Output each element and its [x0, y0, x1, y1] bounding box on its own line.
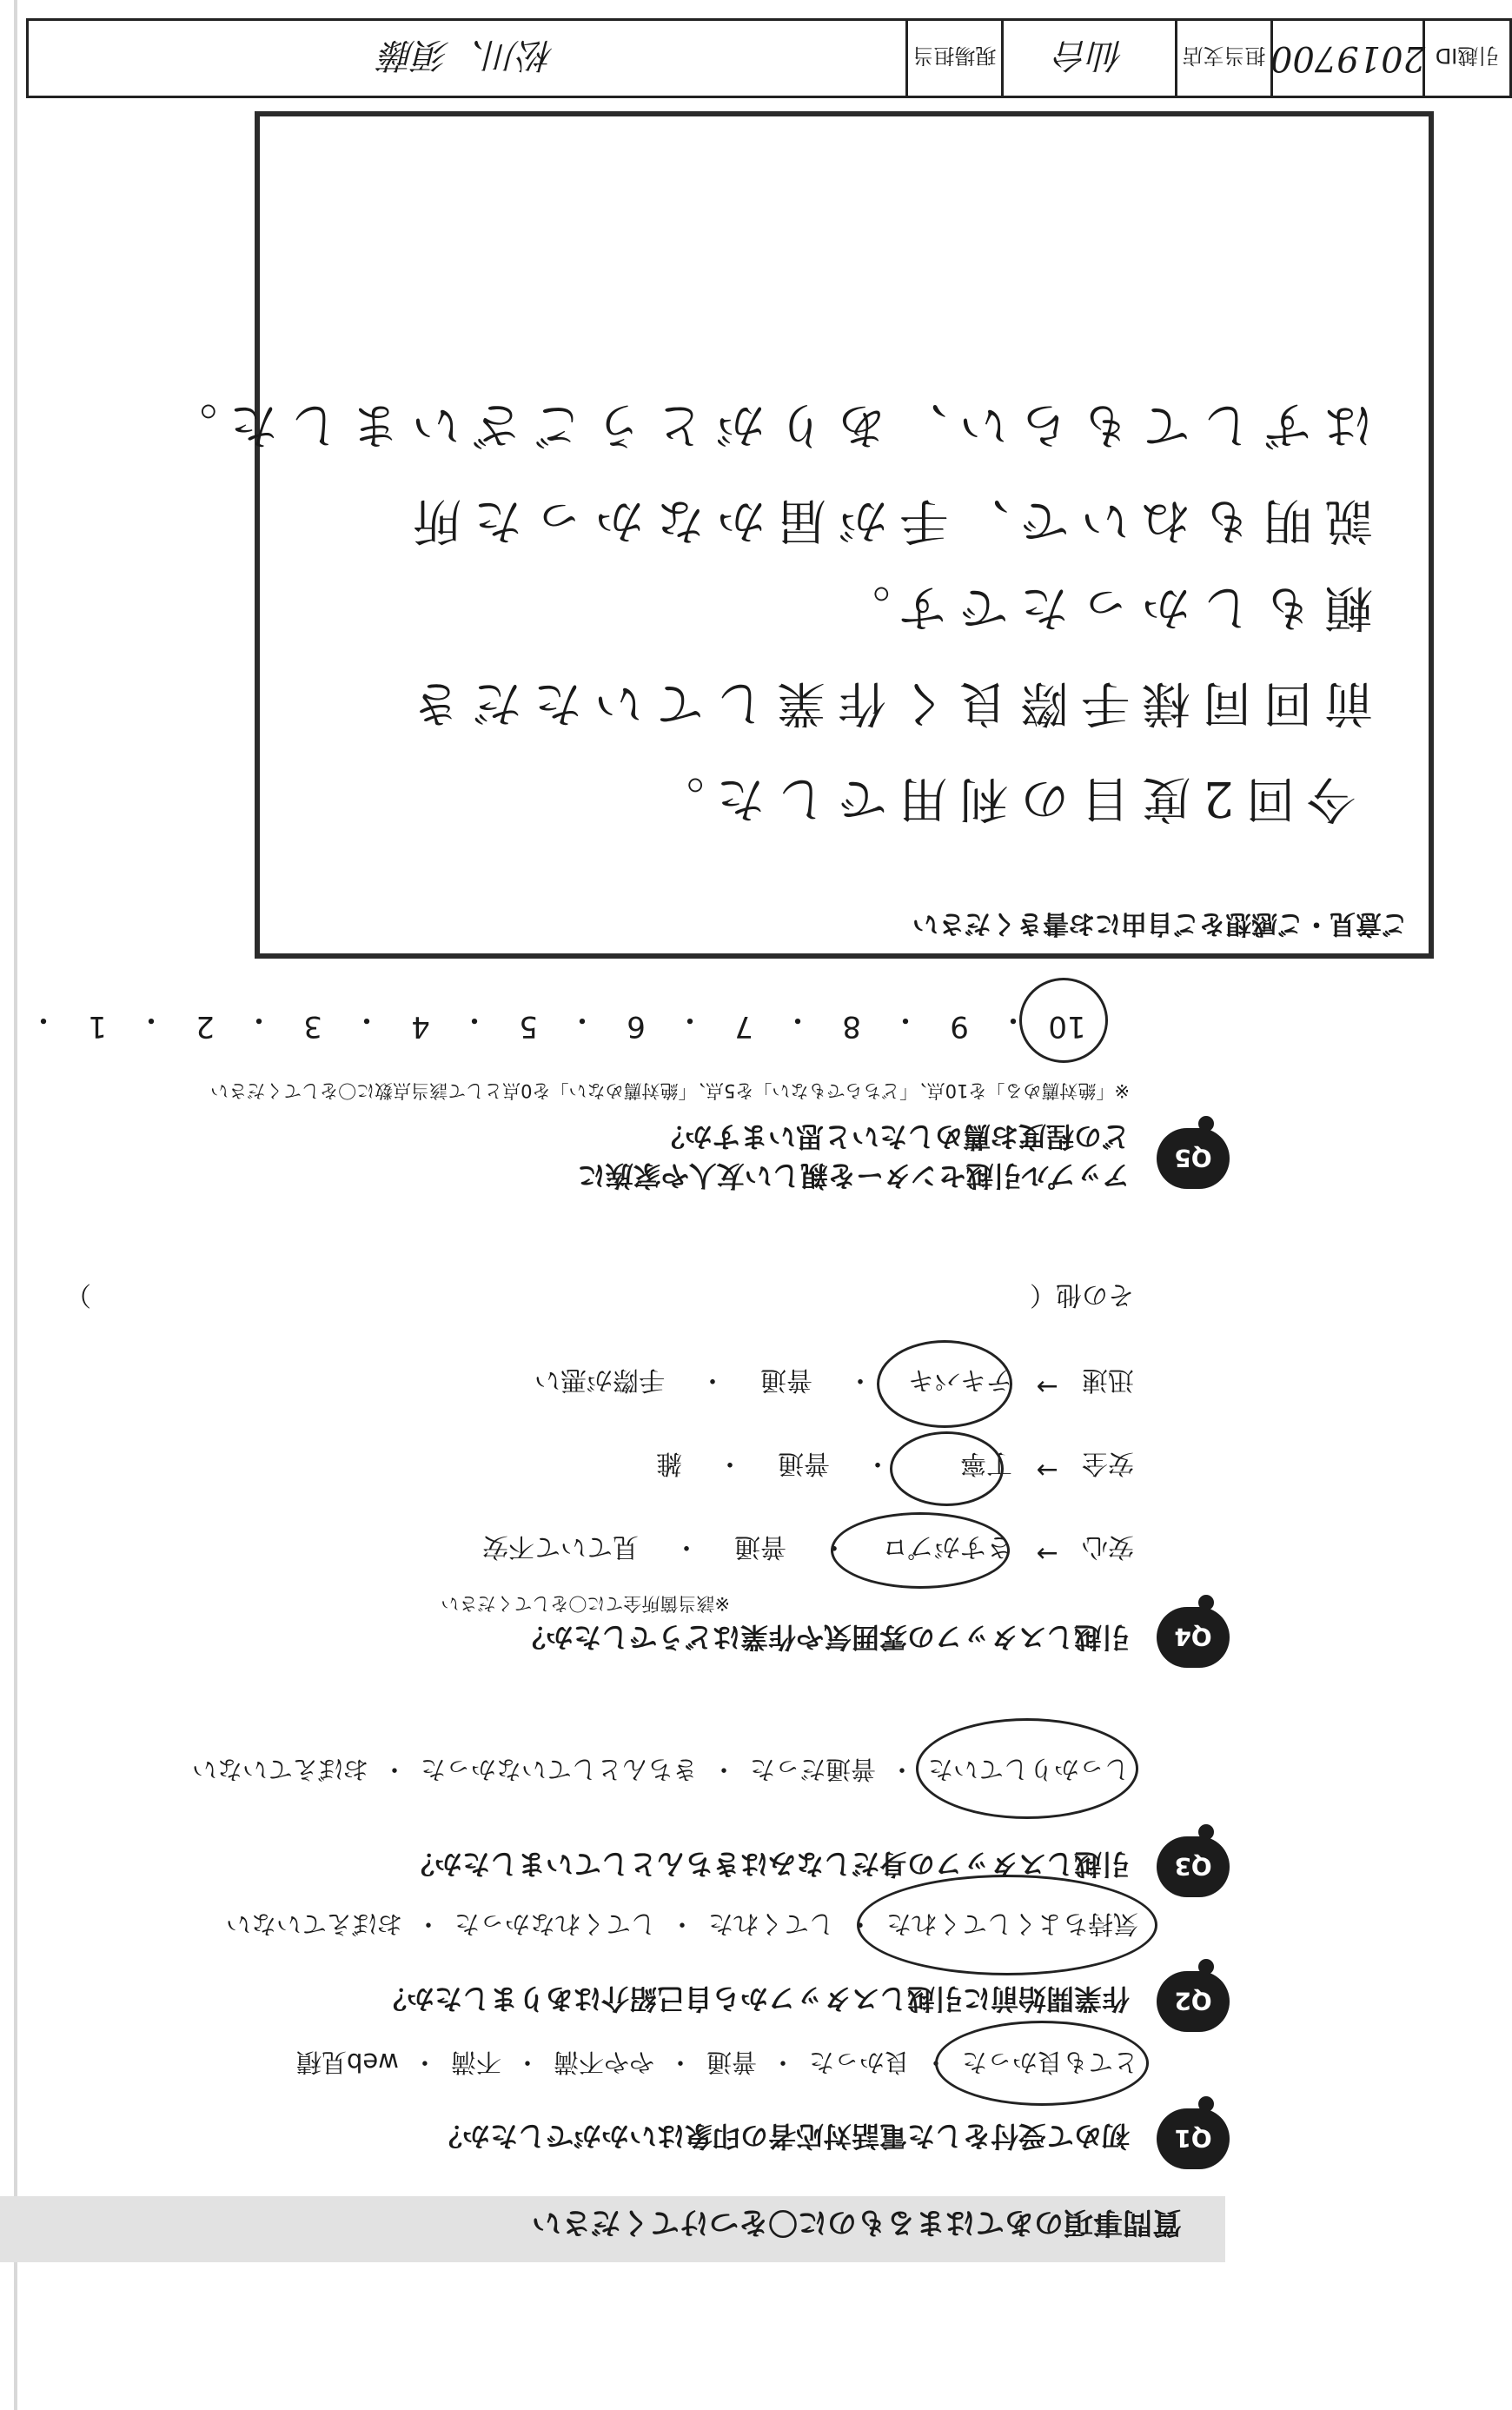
q5-score[interactable]	[0, 1001, 17, 1044]
q4-option[interactable]: 普通	[760, 1364, 812, 1395]
q3-option[interactable]: しっかりしていた	[927, 1755, 1130, 1784]
q4-anzen-selection-circle	[890, 1431, 1004, 1506]
q4-option[interactable]: 雑	[656, 1448, 682, 1478]
q5-score[interactable]: 8	[842, 1009, 861, 1044]
q1-question: 初めて受付をした電話対応者の印象はいかがでしたか？	[434, 2120, 1130, 2153]
staff-value: 松川、須藤	[380, 35, 554, 76]
q2-option[interactable]: してくれた	[707, 1909, 834, 1939]
comment-handwriting-line: 頼もしかったです。	[829, 579, 1373, 635]
q4-other	[65, 1278, 1134, 1317]
q3-question: 引越しスタッフの身だしなみはきちんとしていましたか？	[406, 1848, 1130, 1881]
q4-option[interactable]: テキパキ	[908, 1364, 1012, 1395]
q5-badge: Q5	[1157, 1128, 1230, 1189]
q3-option[interactable]: きちんとしていなかった	[420, 1755, 698, 1784]
arrow-right-icon: →	[1036, 1371, 1058, 1402]
q2-option[interactable]: 気持ちよくしてくれた	[885, 1909, 1138, 1939]
q4-row-label: 安心	[1082, 1531, 1134, 1562]
comment-handwriting-line: 説明もねいで、手が届かなかった所	[401, 492, 1373, 548]
move-id-value: 2019700	[1270, 21, 1422, 96]
q2-selection-circle	[857, 1875, 1157, 1975]
branch-label: 担当支店	[1175, 21, 1270, 96]
q4-option[interactable]: さすがプロ	[882, 1531, 1012, 1562]
q1-selection-circle	[935, 2021, 1149, 2106]
move-id-label: 引越ID	[1422, 21, 1509, 96]
q1-option[interactable]: 普通	[706, 2048, 757, 2077]
q4-row-anshin: 安心 → さすがプロ ・ 普通 ・ 見ていて不安	[482, 1531, 1134, 1569]
q5-scale: 10 ・ 9 ・ 8 ・ 7 ・ 6 ・ 5 ・ 4 ・ 3 ・ 2 ・ 1 ・	[0, 1001, 1095, 1044]
q4-question: 引越しスタッフの雰囲気や作業はどうでしたか？	[517, 1621, 1130, 1654]
q5-score[interactable]: 1	[88, 1009, 107, 1044]
q4-note: ※該当箇所全てに〇をしてください	[441, 1593, 730, 1614]
q1-badge: Q1	[1157, 2108, 1230, 2169]
q2-option[interactable]: してくれなかった	[454, 1909, 656, 1939]
q4-row-label: 迅速	[1082, 1364, 1134, 1395]
q4-option[interactable]: 普通	[734, 1531, 786, 1562]
q4-jinsoku-selection-circle	[877, 1340, 1012, 1428]
q5-selection-circle	[1019, 978, 1108, 1063]
q5-score[interactable]: 6	[627, 1009, 646, 1044]
q1-option[interactable]: 良かった	[808, 2048, 910, 2077]
q5-question-line2: どの程度お薦めしたいと思いますか？	[656, 1120, 1130, 1153]
q2-option[interactable]: おぼえていない	[225, 1909, 402, 1939]
q1-option[interactable]: 不満	[450, 2048, 501, 2077]
q4-anshin-selection-circle	[831, 1512, 1010, 1589]
q4-badge: Q4	[1157, 1607, 1230, 1668]
q1-option[interactable]: やや不満	[553, 2048, 654, 2077]
arrow-right-icon: →	[1036, 1455, 1058, 1485]
comment-handwriting-line: 今回2度目の利用でした。	[643, 770, 1356, 827]
q4-row-label: 安全	[1082, 1448, 1134, 1478]
q2-badge: Q2	[1157, 1971, 1230, 2032]
comment-handwriting-line: 前回同様手際良く作業していただき	[400, 674, 1373, 731]
q5-score[interactable]: 2	[196, 1009, 215, 1044]
q5-score[interactable]: 10	[1048, 1009, 1086, 1044]
q3-selection-circle	[916, 1718, 1138, 1819]
instruction-text: 質問事項のあてはまるものに〇をつけてください	[532, 2205, 1182, 2240]
q5-score[interactable]: 9	[950, 1009, 969, 1044]
q2-question: 作業開始前に引越しスタッフから自己紹介はありましたか？	[378, 1982, 1130, 2015]
q5-score[interactable]: 3	[303, 1009, 322, 1044]
q3-option[interactable]: おぼえていない	[191, 1755, 368, 1784]
q4-option[interactable]: 手際が悪い	[534, 1364, 665, 1395]
comment-label: ご意見・ご感想をご自由にお書きください	[912, 908, 1408, 939]
q4-other-label: その他（	[1030, 1279, 1134, 1310]
q4-option[interactable]: 普通	[778, 1448, 830, 1478]
arrow-right-icon: →	[1036, 1538, 1058, 1569]
q3-option[interactable]: 普通だった	[749, 1755, 876, 1784]
comment-handwriting-line: はずしてもらい、ありがとうございました。	[156, 396, 1373, 453]
q4-other-input[interactable]	[91, 1278, 1030, 1317]
q4-other-close: ）	[65, 1279, 91, 1310]
q2-options: 気持ちよくしてくれた ・ してくれた ・ してくれなかった ・ おぼえていない	[226, 1908, 1138, 1943]
q3-badge: Q3	[1157, 1836, 1230, 1897]
staff-info-table	[26, 18, 1512, 98]
q4-row-anzen: 安全 → 丁寧 ・ 普通 ・ 雑	[656, 1448, 1134, 1485]
q5-score[interactable]: 4	[411, 1009, 430, 1044]
q3-options: しっかりしていた ・ 普通だった ・ きちんとしていなかった ・ おぼえていない	[192, 1753, 1130, 1789]
q4-option[interactable]: 丁寧	[960, 1448, 1012, 1478]
q5-score[interactable]: 7	[734, 1009, 753, 1044]
q1-option[interactable]: web見積	[295, 2048, 399, 2077]
q5-question-line1: アップル引越センターを親しい友人や家族に	[577, 1159, 1130, 1192]
q4-row-jinsoku: 迅速 → テキパキ ・ 普通 ・ 手際が悪い	[534, 1364, 1134, 1402]
branch-value: 仙台	[1001, 21, 1175, 96]
q1-options: とても良かった ・ 良かった ・ 普通 ・ やや不満 ・ 不満 ・ web見積	[296, 2046, 1138, 2081]
q1-option[interactable]: とても良かった	[961, 2048, 1138, 2077]
scan-edge-line	[14, 0, 17, 2410]
q5-note: ※「絶対薦める」を10点、「どちらでもない」を5点、「絶対薦めない」を0点として該当点数に〇をしてください	[210, 1080, 1130, 1101]
q4-option[interactable]: 見ていて不安	[482, 1531, 639, 1562]
q5-score[interactable]: 5	[519, 1009, 538, 1044]
staff-label: 現場担当	[905, 21, 1001, 96]
